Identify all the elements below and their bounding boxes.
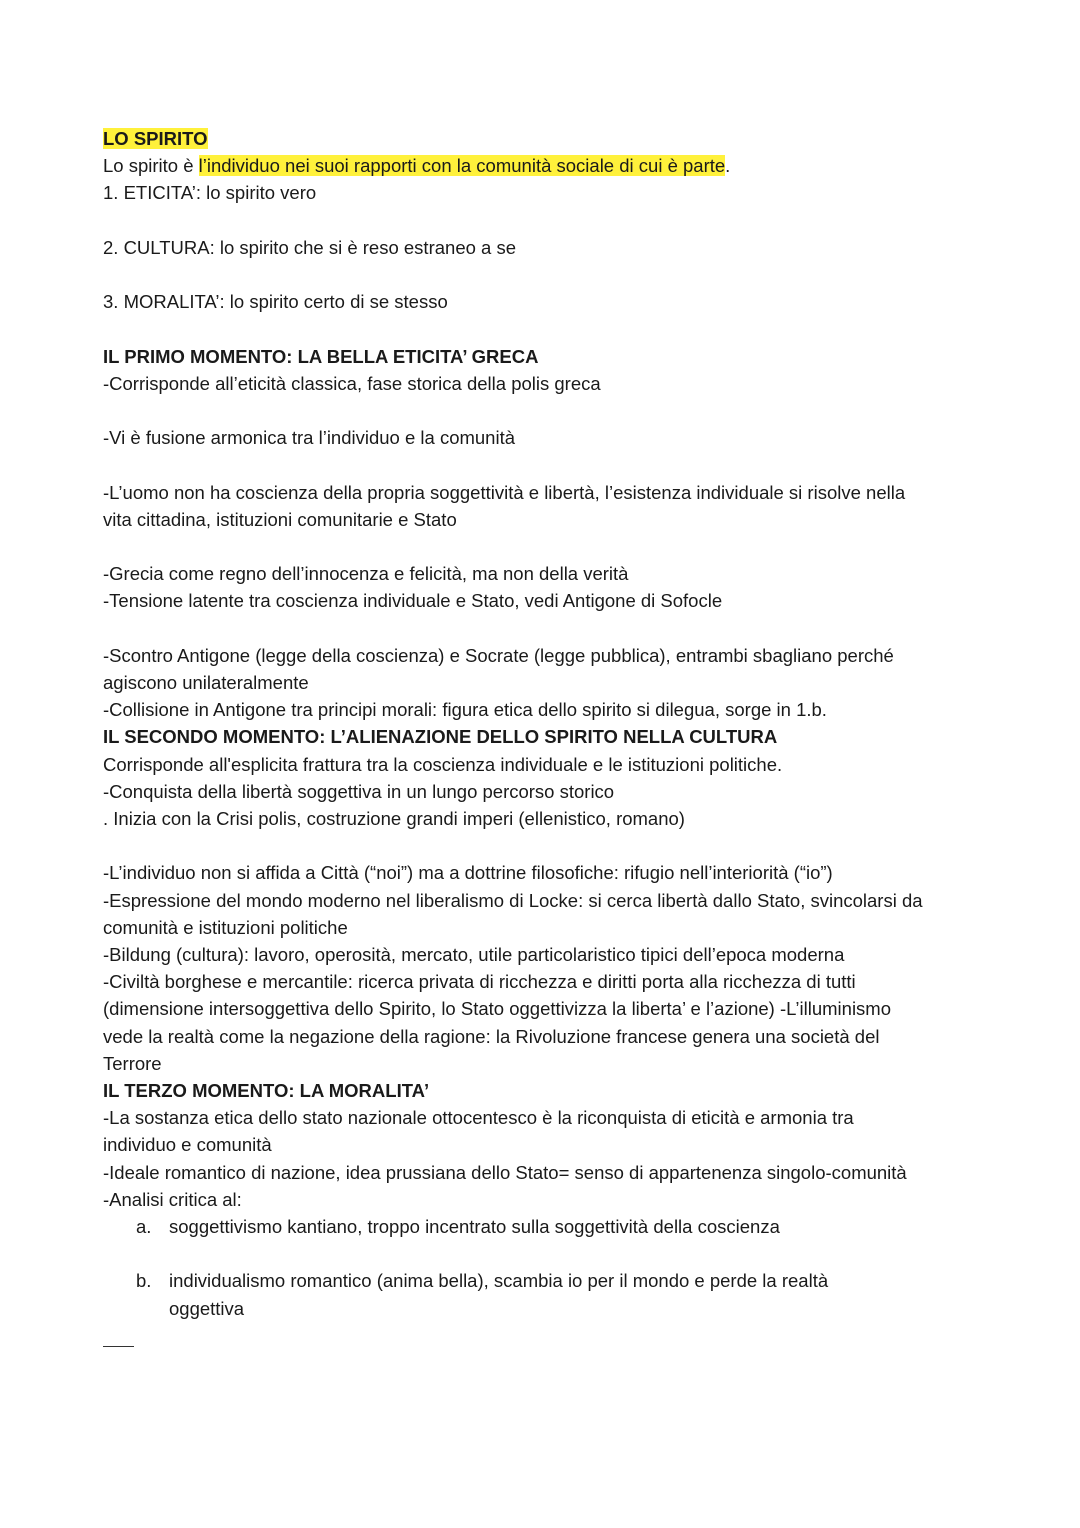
title-highlight: LO SPIRITO xyxy=(103,128,208,149)
text-line: agiscono unilateralmente xyxy=(103,671,309,693)
spacer xyxy=(103,397,993,424)
intro-prefix: Lo spirito è xyxy=(103,155,199,177)
text-line: -Tensione latente tra coscienza individuale e Stato, vedi Antigone di Sofocle xyxy=(103,590,723,612)
text-line: -Grecia come regno dell’innocenza e felicità, ma non della verità xyxy=(103,563,629,585)
intro-line xyxy=(103,152,993,179)
spacer xyxy=(103,315,993,342)
spacer xyxy=(103,207,993,234)
text-line: -Civiltà borghese e mercantile: ricerca privata di ricchezza e diritti porta alla ricchezza di tutti xyxy=(103,971,856,993)
text-line: (dimensione intersoggettiva dello Spirito, lo Stato oggettivizza la liberta’ e l’azione) -L’illuminismo xyxy=(103,998,892,1020)
moment-item: 1. ETICITA’: lo spirito vero xyxy=(103,182,317,204)
text-line: vita cittadina, istituzioni comunitarie e Stato xyxy=(103,508,457,530)
list-item xyxy=(103,1267,993,1321)
text-line: -Scontro Antigone (legge della coscienza) e Socrate (legge pubblica), entrambi sbagliano perché xyxy=(103,644,894,666)
text-line: Corrisponde all'esplicita frattura tra la coscienza individuale e le istituzioni politiche. xyxy=(103,753,783,775)
text-line: individuo e comunità xyxy=(103,1134,272,1156)
separator-line xyxy=(103,1346,134,1347)
text-line: comunità e istituzioni politiche xyxy=(103,916,348,938)
text-line: -Collisione in Antigone tra principi morali: figura etica dello spirito si dilegua, sorge in 1.b. xyxy=(103,699,827,721)
text-line: -Corrisponde all’eticità classica, fase storica della polis greca xyxy=(103,372,601,394)
intro-suffix: . xyxy=(725,155,731,177)
text-line: . Inizia con la Crisi polis, costruzione grandi imperi (ellenistico, romano) xyxy=(103,807,685,829)
section2-heading: IL SECONDO MOMENTO: L’ALIENAZIONE DELLO SPIRITO NELLA CULTURA xyxy=(103,726,778,748)
text-line: -Analisi critica al: xyxy=(103,1188,242,1210)
text-line: -Ideale romantico di nazione, idea prussiana dello Stato= senso di appartenenza singolo-comunità xyxy=(103,1161,907,1183)
spacer xyxy=(103,451,993,478)
text-line: -Conquista della libertà soggettiva in un lungo percorso storico xyxy=(103,780,615,802)
moment-item: 2. CULTURA: lo spirito che si è reso estraneo a se xyxy=(103,236,516,258)
text-line: -L’uomo non ha coscienza della propria soggettività e libertà, l’esistenza individuale si risolve nella xyxy=(103,481,906,503)
list-item-text: oggettiva xyxy=(169,1297,245,1319)
document-title xyxy=(103,125,993,152)
list-item-text: soggettivismo kantiano, troppo incentrato sulla soggettività della coscienza xyxy=(169,1216,780,1237)
spacer xyxy=(103,261,993,288)
spacer xyxy=(103,615,993,642)
list-item xyxy=(103,1213,993,1240)
list-item-text: individualismo romantico (anima bella), scambia io per il mondo e perde la realtà xyxy=(169,1270,829,1292)
text-line: -La sostanza etica dello stato nazionale ottocentesco è la riconquista di eticità e armonia tra xyxy=(103,1107,854,1129)
text-line: Terrore xyxy=(103,1052,162,1074)
spacer xyxy=(103,533,993,560)
section1-heading: IL PRIMO MOMENTO: LA BELLA ETICITA’ GRECA xyxy=(103,345,539,367)
section3-heading: IL TERZO MOMENTO: LA MORALITA’ xyxy=(103,1079,430,1101)
spacer xyxy=(103,832,993,859)
spacer xyxy=(103,1240,993,1267)
list-marker: b. xyxy=(136,1270,152,1292)
text-line: -Espressione del mondo moderno nel liberalismo di Locke: si cerca libertà dallo Stato, svincolarsi da xyxy=(103,889,923,911)
text-line: -Vi è fusione armonica tra l’individuo e la comunità xyxy=(103,427,516,449)
text-line: -Bildung (cultura): lavoro, operosità, mercato, utile particolaristico tipici dell’epoca moderna xyxy=(103,943,845,965)
list-marker: a. xyxy=(136,1216,152,1237)
document-body xyxy=(103,125,993,1347)
text-line: -L’individuo non si affida a Città (“noi”) ma a dottrine filosofiche: rifugio nell’interiorità (“io”) xyxy=(103,862,833,884)
intro-highlight: l’individuo nei suoi rapporti con la comunità sociale di cui è parte xyxy=(198,155,726,177)
moment-item: 3. MORALITA’: lo spirito certo di se stesso xyxy=(103,291,448,313)
text-line: vede la realtà come la negazione della ragione: la Rivoluzione francese genera una società del xyxy=(103,1025,880,1047)
